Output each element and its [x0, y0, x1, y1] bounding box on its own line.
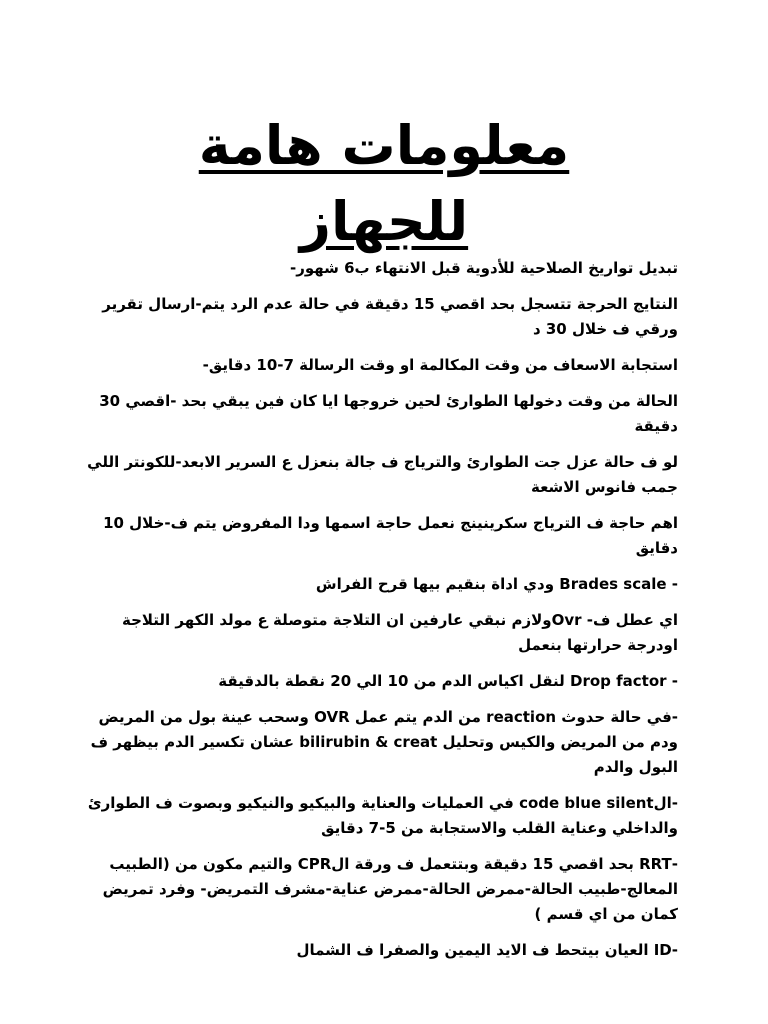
list-item: - Brades scale ودي اداة بنقيم بيها قرح الفراش [315, 575, 678, 593]
list-item: -RRT بحد اقصي 15 دقيقة وبتتعمل ف ورقة الCPR والتيم مكون من (الطبيب المعالج-طبيب الحالة-ممرض الحالة-ممرض عناية-مشرف التمريض- وفرد تمريض كمان من اي قسم ) [102, 855, 678, 923]
list-item: اي عطل ف- Ovrولازم نبقي عارفين ان التلاجة متوصلة ع مولد الكهر التلاجة اودرجة حرارتها بنعمل [121, 611, 678, 654]
list-item: - Drop factor لنقل اكياس الدم من 10 الي 20 نقطة بالدقيقة [218, 672, 678, 690]
list-item: -ID العيان بيتحط ف الايد اليمين والصفرا ف الشمال [296, 941, 678, 959]
page-title [0, 108, 768, 260]
info-list [78, 256, 678, 974]
list-item: اهم حاجة ف الترياج سكرينينج نعمل حاجة اسمها ودا المفروض يتم ف-خلال 10 دقايق [103, 514, 678, 557]
list-item: استجابة الاسعاف من وقت المكالمة او وقت الرسالة 7-10 دقايق- [202, 356, 678, 374]
list-item: الحالة من وقت دخولها الطوارئ لحين خروجها ايا كان فين يبقي بحد -اقصي 30 دقيقة [99, 392, 678, 435]
title-line-2: للجهاز [299, 190, 469, 253]
title-line-1: معلومات هامة [198, 114, 570, 177]
list-item: -الcode blue silent في العمليات والعناية والبيكيو والنيكيو وبصوت ف الطوارئ والداخلي وعناية القلب والاستجابة من 5-7 دقايق [87, 794, 678, 837]
list-item: -في حالة حدوث reaction من الدم يتم عمل OVR وسحب عينة بول من المريض ودم من المريض والكيس وتحليل bilirubin & creat عشان تكسير الدم بيظهر ف البول والدم [90, 708, 678, 776]
list-item: لو ف حالة عزل جت الطوارئ والترياج ف جالة بنعزل ع السرير الابعد-للكونتر اللي جمب فانوس الاشعة [87, 453, 678, 496]
list-item: تبديل تواريخ الصلاحية للأدوية قبل الانتهاء ب6 شهور- [289, 259, 678, 277]
list-item: النتايج الحرجة تتسجل بحد اقصي 15 دقيقة في حالة عدم الرد يتم-ارسال تقرير ورقي ف خلال 30 د [102, 295, 678, 338]
